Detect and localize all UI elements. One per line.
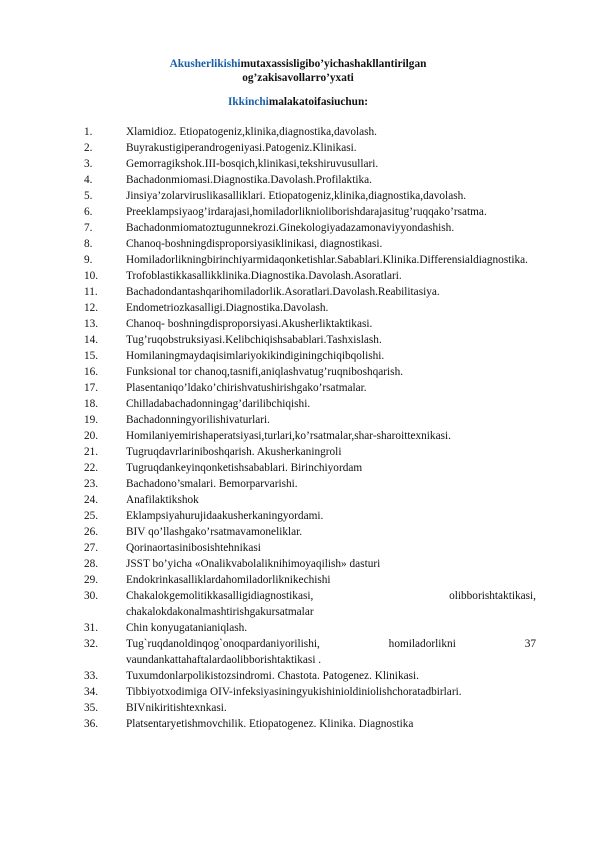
item-number: 26. <box>84 526 99 538</box>
list-item <box>84 540 536 556</box>
item-number: 5. <box>84 190 93 202</box>
item-text: Bachadondantashqarihomiladorlik.Asoratlari.Davolash.Reabilitasiya. <box>126 286 440 298</box>
item-text: Homilaniyemirishaperatsiyasi,turlari,ko’rsatmalar,shar-sharoittexnikasi. <box>126 430 451 442</box>
item-text: Xlamidioz. Etiopatogeniz,klinika,diagnostika,davolash. <box>126 126 377 138</box>
item-number: 4. <box>84 174 93 186</box>
list-item <box>84 716 536 732</box>
item-number: 23. <box>84 478 99 490</box>
item-text: Trofoblastikkasallikklinika.Diagnostika.Davolash.Asoratlari. <box>126 270 402 282</box>
item-number: 32. <box>84 638 99 650</box>
list-item <box>84 284 536 300</box>
item-text: Gemorragikshok.III-bosqich,klinikasi,tekshiruvusullari. <box>126 158 379 170</box>
item-number: 7. <box>84 222 93 234</box>
item-text: JSST bo’yicha «Onalikvabolaliknihimoyaqilish» dasturi <box>126 558 381 570</box>
list-item <box>84 220 536 236</box>
item-text: Bachadonmiomasi.Diagnostika.Davolash.Profilaktika. <box>126 174 372 186</box>
item-number: 15. <box>84 350 99 362</box>
item-text: Bachadono’smalari. Bemorparvarishi. <box>126 478 298 490</box>
item-number: 35. <box>84 702 99 714</box>
item-text: Qorinaortasinibosishtehnikasi <box>126 542 261 554</box>
item-number: 25. <box>84 510 99 522</box>
subtitle-rest: malakatoifasiuchun: <box>268 96 368 108</box>
item-text: Tuxumdonlarpolikistozsindromi. Chastota. Patogenez. Klinikasi. <box>126 670 419 682</box>
item-text: Homiladorlikningbirinchiyarmidaqonketishlar.Sabablari.Klinika.Differensialdiagnostika. <box>126 254 528 266</box>
list-item <box>84 556 536 572</box>
question-list <box>84 124 536 732</box>
list-item <box>84 156 536 172</box>
item-text: Preeklampsiyaog’irdarajasi,homiladorliknioliborishdarajasitug’ruqqako’rsatma. <box>126 206 487 218</box>
item-text: Eklampsiyahurujidaakusherkaningyordami. <box>126 510 324 522</box>
list-item <box>84 508 536 524</box>
list-item <box>84 172 536 188</box>
item-text: Homilaningmaydaqisimlariyokikindiginingchiqibqolishi. <box>126 350 385 362</box>
item-text: Chakalokgemolitikkasalligidiagnostikasi, olibborishtaktikasi, chakalokdakonalmashtirishgakursatmalar <box>126 590 536 618</box>
item-number: 24. <box>84 494 99 506</box>
item-number: 22. <box>84 462 99 474</box>
list-item <box>84 636 536 668</box>
list-item <box>84 492 536 508</box>
item-number: 10. <box>84 270 99 282</box>
list-item <box>84 204 536 220</box>
item-number: 13. <box>84 318 99 330</box>
list-item <box>84 332 536 348</box>
item-number: 21. <box>84 446 99 458</box>
document-title <box>0 57 596 85</box>
list-item <box>84 316 536 332</box>
list-item <box>84 348 536 364</box>
item-number: 18. <box>84 398 99 410</box>
list-item <box>84 364 536 380</box>
list-item <box>84 412 536 428</box>
list-item <box>84 188 536 204</box>
item-text: BIVnikiritishtexnkasi. <box>126 702 227 714</box>
list-item <box>84 524 536 540</box>
item-text: Chin konyugatanianiqlash. <box>126 622 248 634</box>
list-item <box>84 588 536 620</box>
list-item <box>84 684 536 700</box>
list-item <box>84 252 536 268</box>
item-text: Endokrinkasalliklardahomiladorliknikechishi <box>126 574 331 586</box>
item-number: 2. <box>84 142 93 154</box>
list-item <box>84 572 536 588</box>
list-item <box>84 236 536 252</box>
item-number: 28. <box>84 558 99 570</box>
document-subtitle <box>0 95 596 109</box>
title-line-1 <box>0 57 596 71</box>
item-text: Jinsiya’zolarviruslikasalliklari. Etiopatogeniz,klinika,diagnostika,davolash. <box>126 190 467 202</box>
item-number: 3. <box>84 158 93 170</box>
list-item <box>84 380 536 396</box>
item-number: 19. <box>84 414 99 426</box>
title-line-2: og’zakisavollarro’yxati <box>242 72 354 84</box>
item-number: 36. <box>84 718 99 730</box>
list-item <box>84 668 536 684</box>
item-number: 11. <box>84 286 98 298</box>
item-text: Tugruqdavrlariniboshqarish. Akusherkaningroli <box>126 446 342 458</box>
item-text: Tugruqdankeyinqonketishsabablari. Birinchiyordam <box>126 462 363 474</box>
list-item <box>84 444 536 460</box>
item-number: 17. <box>84 382 99 394</box>
item-text: Chanoq- boshningdisproporsiyasi.Akusherliktaktikasi. <box>126 318 373 330</box>
item-text: Tug`ruqdanoldinqog`onoqpardaniyorilishi, homiladorlikni 37 vaundankattahaftalardaolibborishtaktikasi . <box>126 638 536 666</box>
title-rest: mutaxassisligibo’yichashakllantirilgan <box>240 58 427 70</box>
list-item <box>84 476 536 492</box>
item-text: Plasentaniqo’ldako’chirishvatushirishgako’rsatmalar. <box>126 382 367 394</box>
item-text: Buyrakustigiperandrogeniyasi.Patogeniz.Klinikasi. <box>126 142 357 154</box>
list-item <box>84 396 536 412</box>
item-text: Anafilaktikshok <box>126 494 199 506</box>
item-number: 31. <box>84 622 99 634</box>
list-item <box>84 140 536 156</box>
item-text: Bachadonningyorilishivaturlari. <box>126 414 271 426</box>
item-number: 16. <box>84 366 99 378</box>
item-text: Tug’ruqobstruksiyasi.Kelibchiqishsabablari.Tashxislash. <box>126 334 382 346</box>
item-number: 12. <box>84 302 99 314</box>
item-number: 29. <box>84 574 99 586</box>
item-number: 27. <box>84 542 99 554</box>
item-text: Bachadonmiomatoztugunnekrozi.Ginekologiyadazamonaviyyondashish. <box>126 222 455 234</box>
list-item <box>84 460 536 476</box>
item-number: 30. <box>84 590 99 602</box>
list-item <box>84 700 536 716</box>
item-text: Tibbiyotxodimiga OIV-infeksiyasiningyukishinioldiniolishchoratadbirlari. <box>126 686 462 698</box>
title-highlight: Akusherlikishi <box>169 58 241 70</box>
item-text: Funksional tor chanoq,tasnifi,aniqlashvatug’ruqniboshqarish. <box>126 366 404 378</box>
item-text: BIV qo’llashgako’rsatmavamoneliklar. <box>126 526 303 538</box>
item-text: Chanoq-boshningdisproporsiyasiklinikasi, diagnostikasi. <box>126 238 383 250</box>
item-number: 34. <box>84 686 99 698</box>
item-number: 14. <box>84 334 99 346</box>
list-item <box>84 428 536 444</box>
list-item <box>84 620 536 636</box>
item-number: 1. <box>84 126 93 138</box>
subtitle-highlight: Ikkinchi <box>227 96 269 108</box>
item-number: 20. <box>84 430 99 442</box>
list-item <box>84 124 536 140</box>
item-number: 6. <box>84 206 93 218</box>
item-number: 9. <box>84 254 93 266</box>
item-number: 8. <box>84 238 93 250</box>
item-text: Chilladabachadonningag’darilibchiqishi. <box>126 398 311 410</box>
item-text: Endometriozkasalligi.Diagnostika.Davolash. <box>126 302 329 314</box>
item-text: Platsentaryetishmovchilik. Etiopatogenez. Klinika. Diagnostika <box>126 718 414 730</box>
list-item <box>84 268 536 284</box>
item-number: 33. <box>84 670 99 682</box>
list-item <box>84 300 536 316</box>
